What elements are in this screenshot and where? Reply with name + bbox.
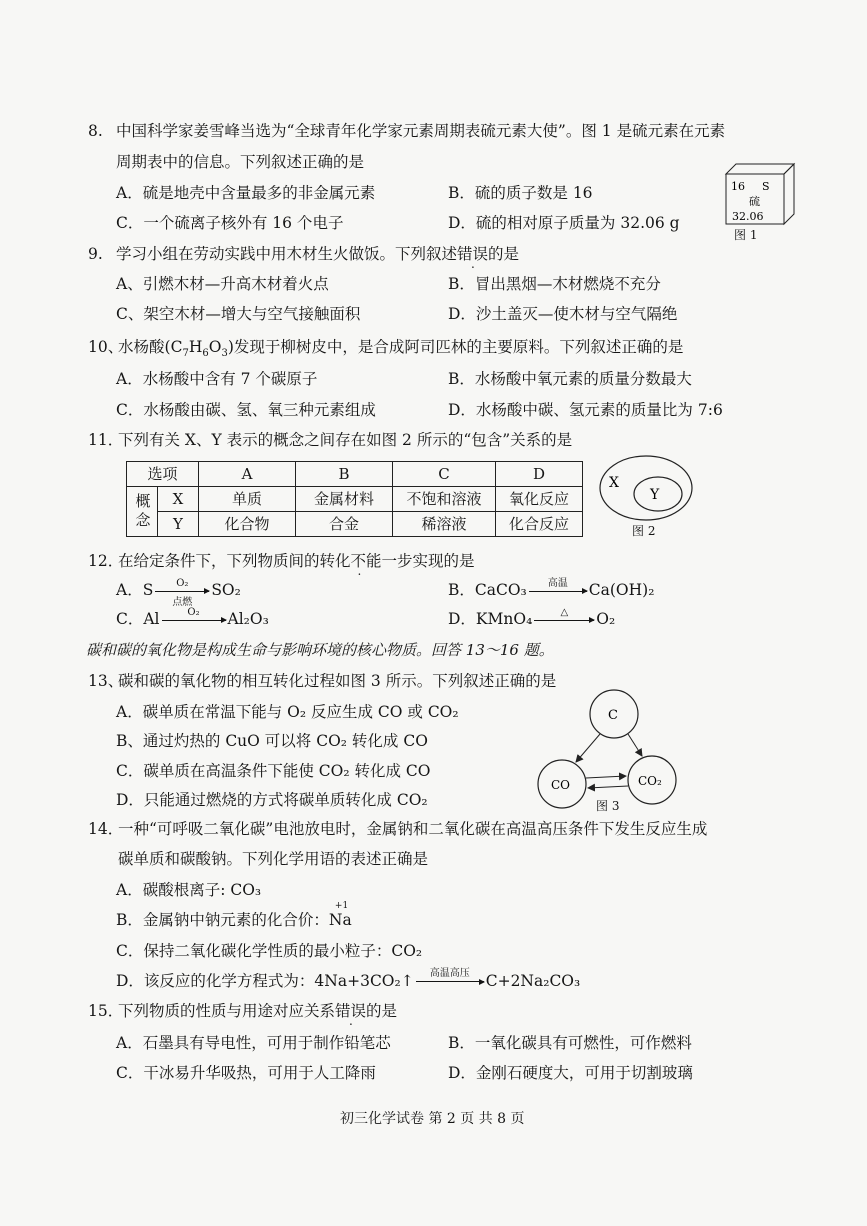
q12-option-d: D．KMnO₄ △ O₂ <box>448 606 616 628</box>
q15-option-c: C．干冰易升华吸热，可用于人工降雨 <box>116 1064 376 1082</box>
table-header-row <box>127 462 583 487</box>
q10-option-a: A．水杨酸中含有 7 个碳原子 <box>116 370 318 388</box>
q10-stem: 水杨酸$(C_7H_6O_3)$发现于柳树皮中，是合成阿司匹林的主要原料。下列叙述正确的是 <box>118 338 684 360</box>
q9-option-a: A、引燃木材—升高木材着火点 <box>116 275 329 293</box>
q8-stem-line1: 中国科学家姜雪峰当选为“全球青年化学家元素周期表硫元素大使”。图 1 是硫元素在元素 <box>116 122 726 140</box>
table-cell: Y <box>158 512 199 537</box>
table-cell: 稀溶液 <box>393 512 496 537</box>
table-cell: X <box>158 487 199 512</box>
q15-option-a: A．石墨具有导电性，可用于制作铅笔芯 <box>116 1034 391 1052</box>
q12-number: 12． <box>88 552 124 570</box>
figure-3-carbon-cycle-diagram <box>532 688 702 814</box>
q14-option-a: A．碳酸根离子: CO₃ <box>116 881 262 899</box>
table-cell: C <box>393 462 496 487</box>
table-cell: B <box>296 462 393 487</box>
node-c: C <box>608 708 618 723</box>
venn-x-label: X <box>609 475 619 491</box>
node-co2: CO₂ <box>638 774 662 788</box>
q8-option-b: B．硫的质子数是 16 <box>448 184 593 202</box>
table-cell: 氧化反应 <box>496 487 583 512</box>
element-symbol: S <box>762 180 770 193</box>
q8-number: 8. <box>88 122 103 140</box>
element-name: 硫 <box>749 195 760 208</box>
q15-option-b: B．一氧化碳具有可燃性，可作燃料 <box>448 1034 692 1052</box>
figure-2-label: 图 2 <box>632 524 656 538</box>
q11-stem: 下列有关 X、Y 表示的概念之间存在如图 2 所示的“包含”关系的是 <box>118 431 573 449</box>
table-cell: 金属材料 <box>296 487 393 512</box>
venn-y-label: Y <box>650 487 660 503</box>
figure-3-label: 图 3 <box>596 799 620 813</box>
table-cell: 概念 <box>127 487 158 537</box>
element-number: 16 <box>731 180 745 193</box>
q15-option-d: D．金刚石硬度大，可用于切割玻璃 <box>448 1064 693 1082</box>
table-row <box>127 487 583 512</box>
q10-option-d: D．水杨酸中碳、氢元素的质量比为 7:6 <box>448 401 723 419</box>
table-cell: A <box>199 462 296 487</box>
q9-stem: 学习小组在劳动实践中用木材生火做饭。下列叙述错误的是 <box>116 245 520 263</box>
q12-option-c: C．Al O₂ Al₂O₃ <box>116 606 269 628</box>
q11-number: 11． <box>88 431 124 449</box>
q9-option-c: C、架空木材—增大与空气接触面积 <box>116 305 361 323</box>
q14-option-b: B．金属钠中钠元素的化合价： +1 Na <box>116 901 352 929</box>
table-cell: 单质 <box>199 487 296 512</box>
table-cell: 不饱和溶液 <box>393 487 496 512</box>
q9-option-b: B．冒出黑烟—木材燃烧不充分 <box>448 275 661 293</box>
element-mass: 32.06 <box>732 210 764 223</box>
q13-number: 13、 <box>88 672 124 690</box>
q8-stem-line2: 周期表中的信息。下列叙述正确的是 <box>116 153 365 171</box>
table-cell: 化合物 <box>199 512 296 537</box>
q13-option-a: A．碳单质在常温下能与 O₂ 反应生成 CO 或 CO₂ <box>116 703 459 721</box>
node-co: CO <box>551 778 571 792</box>
figure-1-label: 图 1 <box>734 228 758 242</box>
q13-stem: 碳和碳的氧化物的相互转化过程如图 3 所示。下列叙述正确的是 <box>118 672 557 690</box>
q13-option-c: C．碳单质在高温条件下能使 CO₂ 转化成 CO <box>116 762 431 780</box>
table-cell: 选项 <box>127 462 199 487</box>
section-intro: 碳和碳的氧化物是构成生命与影响环境的核心物质。回答 13～16 题。 <box>86 641 554 659</box>
q10-number: 10、 <box>88 338 124 356</box>
q15-stem: 下列物质的性质与用途对应关系错误的是 <box>118 1002 398 1020</box>
q11-options-table <box>126 461 583 537</box>
q9-number: 9. <box>88 245 103 263</box>
q10-option-b: B．水杨酸中氧元素的质量分数最大 <box>448 370 692 388</box>
page-footer: 初三化学试卷 第 2 页 共 8 页 <box>340 1111 525 1127</box>
q14-number: 14． <box>88 820 124 838</box>
q12-option-a: A．S O₂ 点燃 SO₂ <box>116 577 241 608</box>
q8-option-d: D．硫的相对原子质量为 32.06 g <box>448 214 680 232</box>
q9-option-d: D．沙土盖灭—使木材与空气隔绝 <box>448 305 678 323</box>
q8-option-a: A．硫是地壳中含量最多的非金属元素 <box>116 184 376 202</box>
q15-number: 15． <box>88 1002 124 1020</box>
figure-1-element-cube <box>722 160 798 228</box>
table-cell: D <box>496 462 583 487</box>
q14-stem-line2: 碳单质和碳酸钠。下列化学用语的表述正确是 <box>118 850 429 868</box>
q14-option-c: C．保持二氧化碳化学性质的最小粒子：CO₂ <box>116 942 423 960</box>
q8-option-c: C．一个硫离子核外有 16 个电子 <box>116 214 344 232</box>
q13-option-d: D．只能通过燃烧的方式将碳单质转化成 CO₂ <box>116 791 428 809</box>
table-cell: 化合反应 <box>496 512 583 537</box>
table-cell: 合金 <box>296 512 393 537</box>
figure-2-venn-diagram <box>596 452 696 524</box>
table-row <box>127 512 583 537</box>
q14-option-d: D．该反应的化学方程式为：4Na+3CO₂↑ 高温高压 C+2Na₂CO₃ <box>116 968 581 990</box>
q13-option-b: B、通过灼热的 CuO 可以将 CO₂ 转化成 CO <box>116 732 428 750</box>
q10-option-c: C．水杨酸由碳、氢、氧三种元素组成 <box>116 401 376 419</box>
q12-option-b: B．CaCO₃ 高温 Ca(OH)₂ <box>448 577 655 599</box>
q12-stem: 在给定条件下，下列物质间的转化不能一步实现的是 <box>118 552 475 570</box>
q14-stem-line1: 一种“可呼吸二氧化碳”电池放电时，金属钠和二氧化碳在高温高压条件下发生反应生成 <box>118 820 708 838</box>
